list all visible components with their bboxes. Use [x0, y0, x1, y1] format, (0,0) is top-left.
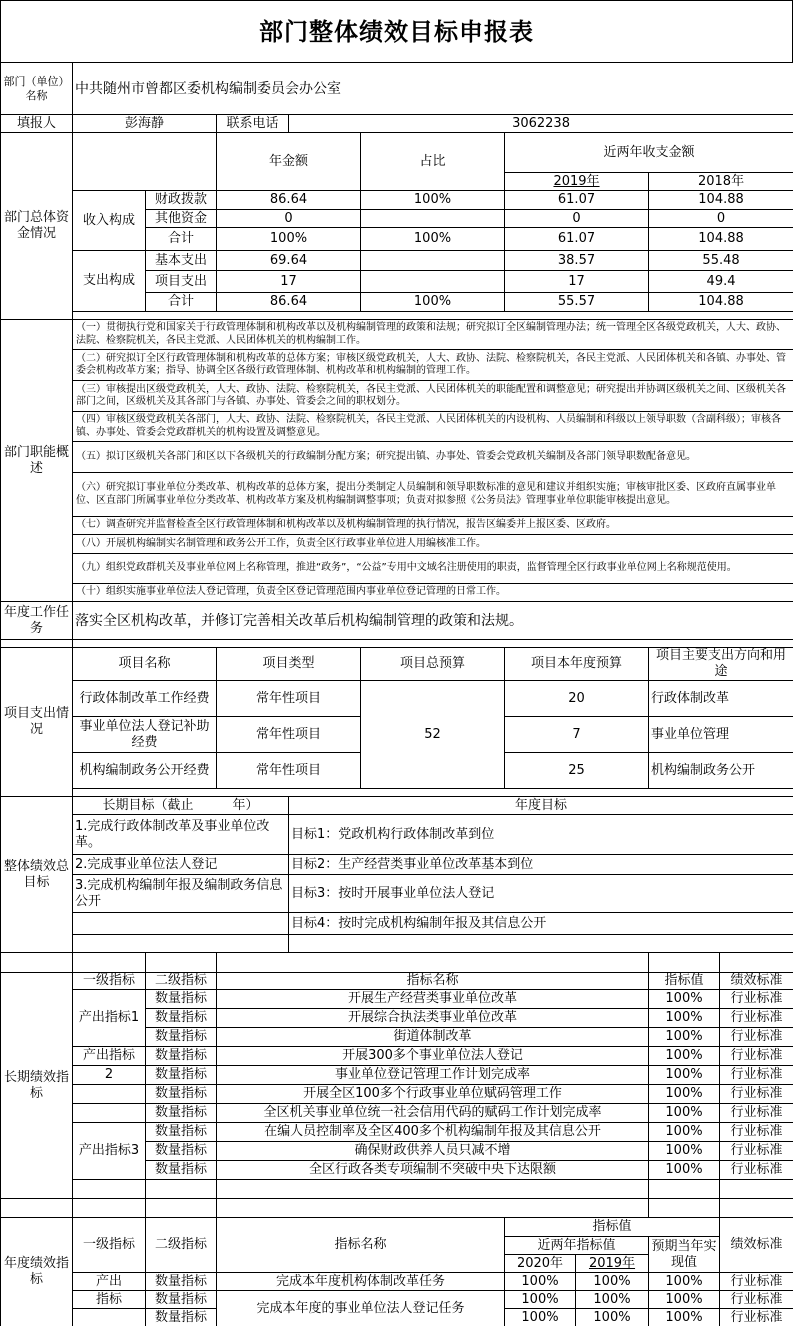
- income-y2: 0: [649, 210, 793, 228]
- long-perf-name: 开展300多个事业单位法人登记: [217, 1047, 649, 1066]
- duty-item: （八）开展机构编制实名制管理和政务公开工作，负责全区行政事业单位进人用编核准工作。: [73, 535, 793, 554]
- long-perf-header: 一级指标: [73, 973, 146, 990]
- income-label: 收入构成: [73, 191, 146, 251]
- duty-item: （六）研究拟订事业单位分类改革、机构改革的总体方案，提出分类制定人员编制和领导职数标准的意见和建议并组织实施；审核审批区委、区政府直属事业单位、区直部门所属事业单位分类改革、机构改革方案及机构编制调整事项；负责对拟参照《公务员法》管理事业单位职能审核提出意见。: [73, 473, 793, 517]
- long-perf-std: 行业标准: [720, 1009, 793, 1028]
- dept-value: 中共随州市曾都区委机构编制委员会办公室: [73, 63, 793, 115]
- annual-task-value: 落实全区机构改革，并修订完善相关改革后机构编制管理的政策和法规。: [73, 602, 793, 640]
- expense-y1: 55.57: [505, 293, 649, 312]
- duty-item: （一）贯彻执行党和国家关于行政管理体制和机构改革以及机构编制管理的政策和法规；研究拟订全区编制管理办法；统一管理全区各级党政机关，人大、政协、法院、检察院机关，各民主党派、人民团体机关的机构编制工作。: [73, 320, 793, 350]
- year-perf-std: 行业标准: [720, 1291, 793, 1309]
- income-amount: 0: [217, 210, 361, 228]
- funds-col-recent: 近两年收支金额: [505, 133, 793, 173]
- duty-item: （五）拟订区级机关各部门和区以下各级机关的行政编制分配方案；研究提出镇、办事处、管委会党政机关编制及各部门领导职数配备意见。: [73, 442, 793, 473]
- overall-long-item: 2.完成事业单位法人登记: [73, 855, 289, 875]
- duty-item: （三）审核提出区级党政机关，人大、政协、法院、检察院机关，各民主党派、人民团体机关的职能配置和调整意见；研究提出并协调区级机关之间、区级机关各部门之间，区级机关及其各部门与各镇、办事处、管委会之间的职权划分。: [73, 381, 793, 412]
- overall-year-item: 目标3：按时开展事业单位法人登记: [289, 875, 793, 913]
- income-y2: 104.88: [649, 228, 793, 251]
- duty-item: （九）组织党政群机关及事业单位网上名称管理，推进“政务”，“公益”专用中文域名注册使用的职责，监督管理全区行政事业单位网上名称规范使用。: [73, 554, 793, 584]
- long-perf-name: 事业单位登记管理工作计划完成率: [217, 1066, 649, 1085]
- funds-col-ratio: 占比: [361, 133, 505, 191]
- income-name: 财政拨款: [146, 191, 217, 210]
- year-perf-expect: 100%: [649, 1291, 720, 1309]
- overall-long-header: 长期目标（截止 年）: [73, 797, 289, 815]
- long-perf-name: 开展综合执法类事业单位改革: [217, 1009, 649, 1028]
- year-perf-std-header: 绩效标准: [720, 1218, 793, 1273]
- year-perf-recent-header: 近两年指标值: [505, 1237, 649, 1255]
- long-perf-name: 确保财政供养人员只减不增: [217, 1142, 649, 1161]
- long-perf-value: 100%: [649, 1047, 720, 1066]
- expense-y2: 49.4: [649, 271, 793, 293]
- overall-year-item: 目标1：党政机构行政体制改革到位: [289, 815, 793, 855]
- overall-long-item: 3.完成机构编制年报及编制政务信息公开: [73, 875, 289, 913]
- long-perf-name: 开展全区100多个行政事业单位赋码管理工作: [217, 1085, 649, 1104]
- long-perf-name: 全区行政各类专项编制不突破中央下达限额: [217, 1161, 649, 1180]
- long-perf-name: 街道体制改革: [217, 1028, 649, 1047]
- project-name: 机构编制政务公开经费: [73, 753, 217, 789]
- long-perf-value: 100%: [649, 1066, 720, 1085]
- duty-item: （二）研究拟订全区行政管理体制和机构改革的总体方案；审核区级党政机关，人大、政协、法院、检察院机关，各民主党派、人民团体机关和各镇、办事处、管委会机构改革方案；指导、协调全区各级行政管理体制、机构改革和机构编制的管理工作。: [73, 350, 793, 381]
- year-perf-l2: 数量指标: [146, 1273, 217, 1291]
- income-ratio: 100%: [361, 191, 505, 210]
- year-perf-name: 完成本年度的事业单位法人登记任务: [217, 1291, 505, 1326]
- expense-amount: 86.64: [217, 293, 361, 312]
- income-ratio: 100%: [361, 228, 505, 251]
- projects-header: 项目名称: [73, 648, 217, 681]
- year-perf-expect: 100%: [649, 1273, 720, 1291]
- long-perf-group: 2: [73, 1066, 146, 1085]
- year-perf-std: 行业标准: [720, 1309, 793, 1326]
- long-perf-value: 100%: [649, 1028, 720, 1047]
- funds-col-amount: 年金额: [217, 133, 361, 191]
- project-use: 行政体制改革: [649, 681, 793, 717]
- long-perf-value: 100%: [649, 1123, 720, 1142]
- long-perf-group: 产出指标: [73, 1047, 146, 1066]
- income-y2: 104.88: [649, 191, 793, 210]
- year-perf-label: 年度绩效指标: [1, 1218, 73, 1326]
- income-name: 其他资金: [146, 210, 217, 228]
- long-perf-name: 开展生产经营类事业单位改革: [217, 990, 649, 1009]
- overall-year-item: 目标4：按时完成机构编制年报及其信息公开: [289, 913, 793, 935]
- annual-task-label: 年度工作任务: [1, 602, 73, 640]
- year-perf-group: 指标: [73, 1291, 146, 1309]
- overall-long-item: 1.完成行政体制改革及事业单位改革。: [73, 815, 289, 855]
- expense-y2: 55.48: [649, 251, 793, 271]
- expense-y1: 38.57: [505, 251, 649, 271]
- long-perf-l2: 数量指标: [146, 1142, 217, 1161]
- long-perf-l2: 数量指标: [146, 1047, 217, 1066]
- long-perf-std: 行业标准: [720, 1142, 793, 1161]
- expense-amount: 17: [217, 271, 361, 293]
- project-name: 行政体制改革工作经费: [73, 681, 217, 717]
- long-perf-group: 产出指标3: [73, 1123, 146, 1180]
- phone-value: 3062238: [289, 115, 793, 133]
- year-perf-value-header: 指标值: [505, 1218, 720, 1237]
- expense-name: 基本支出: [146, 251, 217, 271]
- long-perf-header: 二级指标: [146, 973, 217, 990]
- year-perf-2020: 100%: [505, 1273, 576, 1291]
- projects-header: 项目主要支出方向和用途: [649, 648, 793, 681]
- long-perf-l2: 数量指标: [146, 1085, 217, 1104]
- long-perf-l2: 数量指标: [146, 1066, 217, 1085]
- year-perf-std: 行业标准: [720, 1273, 793, 1291]
- long-perf-std: 行业标准: [720, 1161, 793, 1180]
- project-type: 常年性项目: [217, 681, 361, 717]
- projects-header: 项目总预算: [361, 648, 505, 681]
- year-perf-2020: 100%: [505, 1291, 576, 1309]
- dept-label: 部门（单位）名称: [1, 63, 73, 115]
- long-perf-std: 行业标准: [720, 1047, 793, 1066]
- expense-ratio: [361, 271, 505, 293]
- year-perf-group: 产出: [73, 1273, 146, 1291]
- long-perf-value: 100%: [649, 1085, 720, 1104]
- long-perf-l2: 数量指标: [146, 990, 217, 1009]
- long-perf-name: 在编人员控制率及全区400多个机构编制年报及其信息公开: [217, 1123, 649, 1142]
- year-perf-name-header: 指标名称: [217, 1218, 505, 1273]
- project-type: 常年性项目: [217, 753, 361, 789]
- report-title: 部门整体绩效目标申报表: [0, 0, 793, 62]
- income-ratio: [361, 210, 505, 228]
- long-perf-group: 产出指标1: [73, 990, 146, 1047]
- year-perf-2019: 100%: [576, 1309, 649, 1326]
- expense-y1: 17: [505, 271, 649, 293]
- year-perf-l2-header: 二级指标: [146, 1218, 217, 1273]
- project-annual: 7: [505, 717, 649, 753]
- long-perf-header: 指标值: [649, 973, 720, 990]
- long-perf-l2: 数量指标: [146, 1161, 217, 1180]
- overall-label: 整体绩效总目标: [1, 797, 73, 953]
- year-perf-name: 完成本年度机构体制改革任务: [217, 1273, 505, 1291]
- project-type: 常年性项目: [217, 717, 361, 753]
- projects-header: 项目类型: [217, 648, 361, 681]
- project-use: 事业单位管理: [649, 717, 793, 753]
- duties-label: 部门职能概述: [1, 320, 73, 602]
- overall-year-item: 目标2：生产经营类事业单位改革基本到位: [289, 855, 793, 875]
- expense-amount: 69.64: [217, 251, 361, 271]
- projects-header: 项目本年度预算: [505, 648, 649, 681]
- expense-ratio: [361, 251, 505, 271]
- long-perf-l2: 数量指标: [146, 1104, 217, 1123]
- long-perf-value: 100%: [649, 990, 720, 1009]
- funds-section-label: 部门总体资金情况: [1, 133, 73, 320]
- expense-y2: 104.88: [649, 293, 793, 312]
- long-perf-value: 100%: [649, 1009, 720, 1028]
- income-y1: 61.07: [505, 191, 649, 210]
- long-perf-std: 行业标准: [720, 1028, 793, 1047]
- long-perf-value: 100%: [649, 1104, 720, 1123]
- long-perf-std: 行业标准: [720, 990, 793, 1009]
- long-perf-l2: 数量指标: [146, 1009, 217, 1028]
- project-total-budget: 52: [361, 681, 505, 789]
- funds-year1: 2019年: [505, 173, 649, 191]
- report-table: [0, 62, 793, 1326]
- long-perf-name: 全区机关事业单位统一社会信用代码的赋码工作计划完成率: [217, 1104, 649, 1123]
- phone-label: 联系电话: [217, 115, 289, 133]
- projects-label: 项目支出情况: [1, 648, 73, 797]
- year-perf-2019: 100%: [576, 1291, 649, 1309]
- long-perf-std: 行业标准: [720, 1085, 793, 1104]
- expense-name: 项目支出: [146, 271, 217, 293]
- long-perf-label: 长期绩效指标: [1, 973, 73, 1199]
- overall-year-header: 年度目标: [289, 797, 793, 815]
- expense-name: 合计: [146, 293, 217, 312]
- filler-label: 填报人: [1, 115, 73, 133]
- project-name: 事业单位法人登记补助经费: [73, 717, 217, 753]
- income-y1: 61.07: [505, 228, 649, 251]
- long-perf-l2: 数量指标: [146, 1123, 217, 1142]
- duty-item: （七）调查研究并监督检查全区行政管理体制和机构改革以及机构编制管理的执行情况，报告区编委并上报区委、区政府。: [73, 517, 793, 535]
- duty-item: （四）审核区级党政机关各部门，人大、政协、法院、检察院机关，各民主党派、人民团体机关的内设机构、人员编制和科级以上领导职数（含副科级）；审核各镇、办事处、管委会党政群机关的机构设置及调整意见。: [73, 412, 793, 442]
- year-perf-2019-header: 2019年: [576, 1255, 649, 1273]
- project-annual: 25: [505, 753, 649, 789]
- year-perf-2020-header: 2020年: [505, 1255, 576, 1273]
- duty-item: （十）组织实施事业单位法人登记管理，负责全区登记管理范围内事业单位登记管理的日常工作。: [73, 584, 793, 602]
- long-perf-header: 绩效标准: [720, 973, 793, 990]
- long-perf-header: 指标名称: [217, 973, 649, 990]
- year-perf-l2: 数量指标: [146, 1309, 217, 1326]
- expense-ratio: 100%: [361, 293, 505, 312]
- long-perf-std: 行业标准: [720, 1123, 793, 1142]
- long-perf-std: 行业标准: [720, 1104, 793, 1123]
- year-perf-2019: 100%: [576, 1273, 649, 1291]
- income-amount: 100%: [217, 228, 361, 251]
- year-perf-expect-header: 预期当年实现值: [649, 1237, 720, 1273]
- year-perf-l2: 数量指标: [146, 1291, 217, 1309]
- long-perf-value: 100%: [649, 1161, 720, 1180]
- expense-label: 支出构成: [73, 251, 146, 312]
- long-perf-std: 行业标准: [720, 1066, 793, 1085]
- income-name: 合计: [146, 228, 217, 251]
- long-perf-value: 100%: [649, 1142, 720, 1161]
- year-perf-2020: 100%: [505, 1309, 576, 1326]
- funds-year2: 2018年: [649, 173, 793, 191]
- year-perf-l1-header: 一级指标: [73, 1218, 146, 1273]
- project-annual: 20: [505, 681, 649, 717]
- income-amount: 86.64: [217, 191, 361, 210]
- project-use: 机构编制政务公开: [649, 753, 793, 789]
- income-y1: 0: [505, 210, 649, 228]
- filler-name: 彭海静: [73, 115, 217, 133]
- year-perf-expect: 100%: [649, 1309, 720, 1326]
- long-perf-l2: 数量指标: [146, 1028, 217, 1047]
